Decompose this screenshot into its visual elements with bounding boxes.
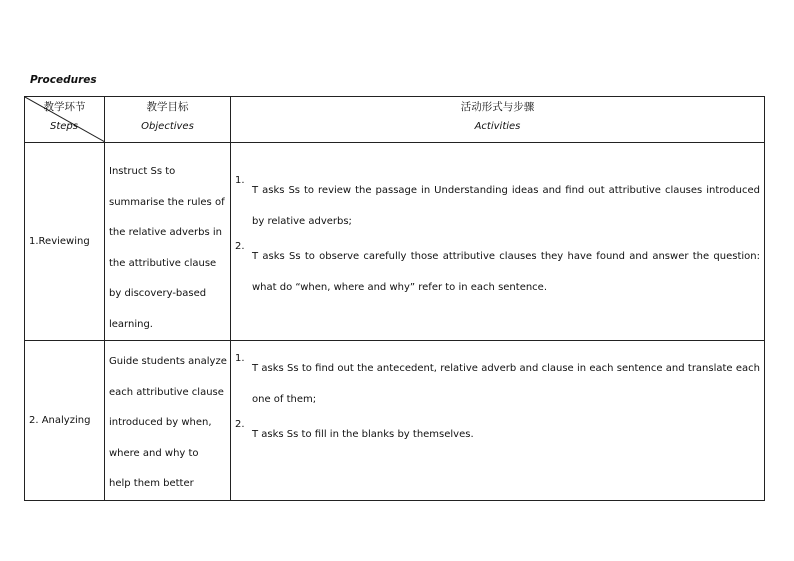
objectives-cell [105,341,231,501]
table-header-row [25,97,765,143]
activity-number: 1. [235,175,245,186]
header-objectives-cn: 教学目标 [146,101,189,113]
objective-line: the relative adverbs in [109,227,222,238]
activity-text: T asks Ss to fill in the blanks by themselves. [252,429,474,440]
header-activities-en: Activities [474,121,521,132]
table-row [25,143,765,341]
activities-cell [231,341,765,501]
objective-line: by discovery-based [109,288,207,299]
header-activities-cn: 活动形式与步骤 [460,101,535,113]
step-label: 2. Analyzing [29,414,91,426]
activity-number: 1. [235,353,245,364]
table-row [25,341,765,501]
header-steps-cell [25,97,105,143]
objective-line: each attributive clause [109,386,224,398]
objective-line: learning. [109,318,153,330]
objective-line: summarise the rules of [109,196,225,208]
activity-item [235,175,760,237]
header-steps-en: Steps [50,121,78,132]
header-activities-cell [231,97,765,143]
activity-item [235,241,760,303]
activity-text: T asks Ss to find out the antecedent, relative adverb and clause in each sentence and translate each one of them; [252,363,760,405]
objective-line: where and why to [109,447,199,459]
objective-line: the attributive clause [109,257,217,269]
activity-number: 2. [235,419,245,430]
activity-number: 2. [235,241,245,252]
objectives-cell [105,143,231,341]
activity-text: T asks Ss to observe carefully those attributive clauses they have found and answer the question: what do “when, where and why” refer to in each sentence. [252,251,760,293]
header-steps-cn: 教学环节 [43,101,86,113]
activities-cell [231,143,765,341]
header-objectives-cell [105,97,231,143]
section-heading: Procedures [30,74,97,86]
activity-item [235,353,760,415]
step-cell [25,143,105,341]
objective-line: Guide students analyze [109,356,227,367]
objective-line: introduced by when, [109,417,212,428]
procedures-table [24,96,765,501]
activity-item [235,419,760,450]
header-objectives-en: Objectives [141,121,194,132]
step-label: 1.Reviewing [29,236,90,247]
objective-line: Instruct Ss to [109,166,176,177]
activity-text: T asks Ss to review the passage in Understanding ideas and find out attributive clauses introduced by relative adverbs; [252,185,760,227]
step-cell [25,341,105,501]
objective-line: help them better [109,478,194,489]
